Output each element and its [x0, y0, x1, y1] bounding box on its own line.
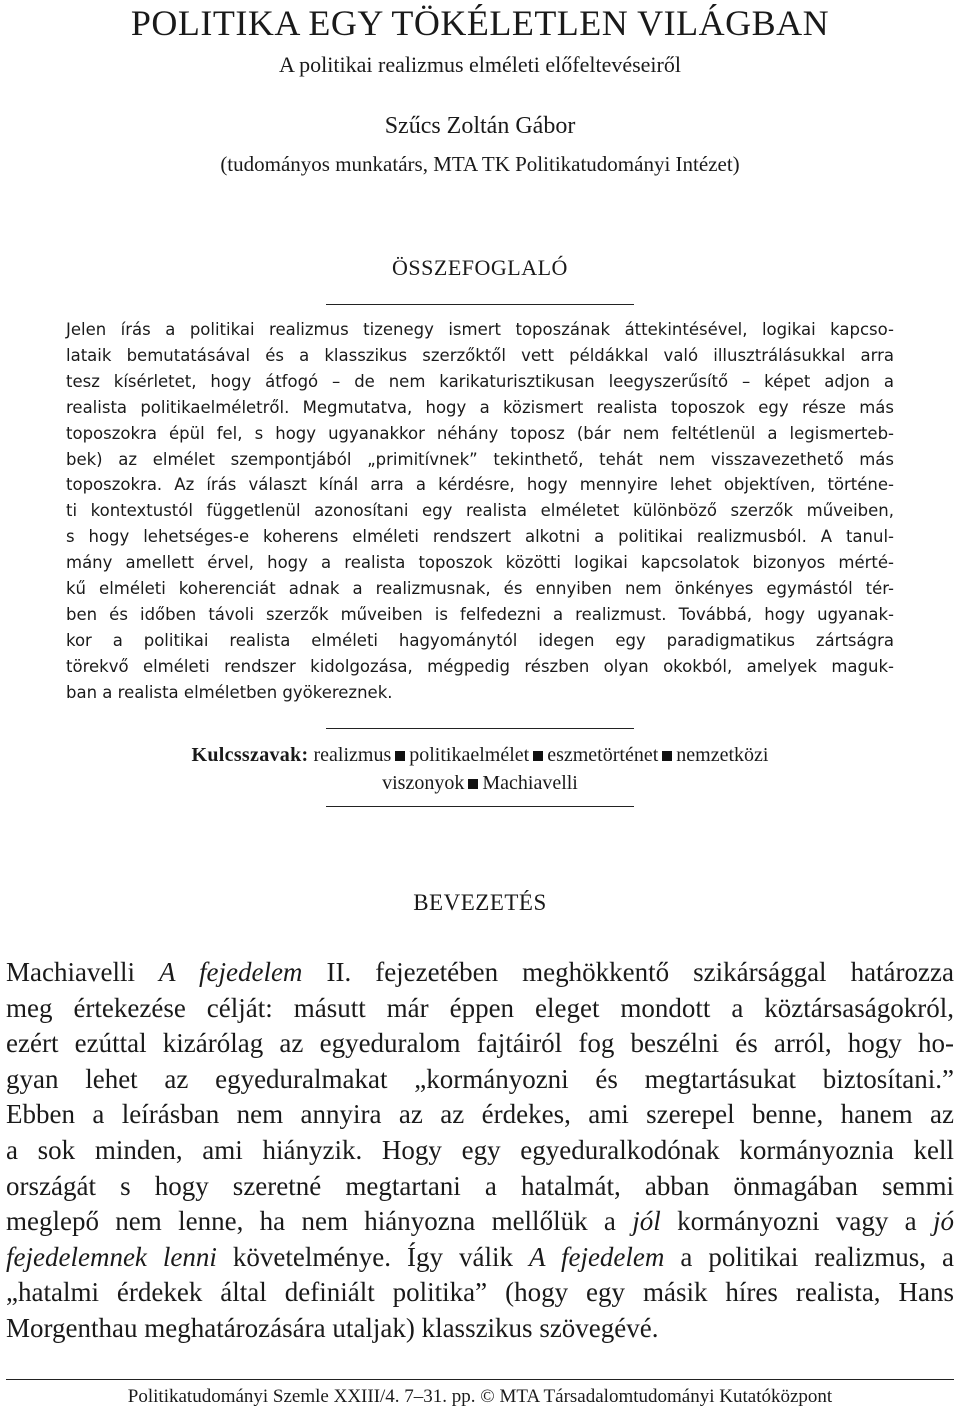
introduction-text [6, 955, 954, 1347]
keywords-bottom-rule [326, 806, 634, 807]
abstract-line: bek) az elmélet szempontjából „primitívnek” tekinthető, tehát nem visszavezethető más [66, 449, 894, 469]
abstract-line: kű elméleti koherenciát adnak a realizmusnak, és ennyiben nem önkényes egymástól tér- [66, 579, 894, 599]
body-line: Ebben a leírásban nem annyira az az érdekes, ami szerepel benne, hanem az [6, 1099, 954, 1130]
body-line: „hatalmi érdekek által definiált politika” (hogy egy másik híres realista, Hans [6, 1277, 954, 1308]
book-title: A fejedelem [158, 957, 303, 987]
abstract-heading: ÖSSZEFOGLALÓ [392, 255, 568, 280]
abstract-line: tesz kísérletet, hogy átfogó – de nem karikaturisztikusan leegyszerűsítő – képet adjon a [66, 371, 894, 391]
body-line: gyan lehet az egyeduralmakat „kormányozni és megtartásukat biztosítani.” [6, 1063, 954, 1094]
abstract-line: kor a politikai realista elméleti hagyománytól idegen egy paradigmatikus zártságra [66, 630, 894, 650]
emphasis: fejedelemnek lenni [6, 1241, 217, 1272]
square-bullet-icon [533, 751, 543, 761]
body-line: fejedelemnek lenni követelménye. Így válik A fejedelem a politikai realizmus, a [6, 1241, 954, 1272]
emphasis: jó [932, 1206, 954, 1237]
abstract-line: törekvő elméleti rendszer kidolgozása, mégpedig részben olyan okokból, amelyek maguk- [66, 656, 894, 676]
journal-citation: Politikatudományi Szemle XXIII/4. 7–31. pp. © MTA Társadalomtudományi Kutatóközpont [127, 1386, 833, 1407]
author-affiliation: (tudományos munkatárs, MTA TK Politikatudományi Intézet) [220, 152, 740, 176]
introduction-heading: BEVEZETÉS [413, 890, 547, 915]
body-line: meglepő nem lenne, ha nem hiányozna mellőlük a jól kormányozni vagy a jó [6, 1206, 954, 1237]
body-line: meg értekezése célját: másutt már éppen eleget mondott a köztársaságokról, [6, 992, 954, 1023]
abstract-line: toposzokra. Az írás választ kínál arra a kérdésre, hogy mennyire lehet objektíven, történe- [66, 475, 894, 495]
keywords-block [120, 741, 840, 797]
footer-rule [6, 1379, 954, 1380]
abstract-line: mány amellett érvel, hogy a realista toposzok közötti logikai kapcsolatok bizonyos mérté- [66, 553, 894, 573]
body-line: a sok minden, ami hiányzik. Hogy egy egyeduralkodónak kormányoznia kell [6, 1134, 954, 1165]
article-subtitle: A politikai realizmus elméleti előfeltevéseiről [279, 52, 681, 77]
abstract-line: ban a realista elméletben gyökereznek. [66, 682, 393, 702]
abstract-line: realista politikaelméletről. Megmutatva, hogy a közismert realista toposzok egy része más [66, 397, 894, 417]
abstract-line: ben és időben távoli szerzők műveiben is felfedezni a realizmust. Továbbá, hogy ugyanak- [66, 604, 894, 624]
keywords-line-1 [120, 741, 840, 769]
abstract-line: toposzokra épül fel, s hogy ugyanakkor néhány toposz (bár nem feltétlenül a legismerteb- [66, 423, 894, 443]
abstract-line: s hogy lehetséges-e koherens elméleti rendszert alkotni a politikai realizmusból. A tanul- [66, 527, 894, 547]
abstract-text [66, 317, 894, 706]
body-line: országát s hogy szeretné megtartani a hatalmát, abban önmagában semmi [6, 1170, 954, 1201]
abstract-top-rule [326, 304, 634, 305]
keyword: politikaelmélet [409, 744, 530, 766]
abstract-line: lataik bemutatásával és a klasszikus szerzőktől vett példákkal való illusztrálásukkal arra [66, 345, 894, 365]
abstract-line: ti kontextustól függetlenül azonosítani egy realista elméletet különböző szerzők műveiben, [66, 501, 894, 521]
body-line: Morgenthau meghatározására utaljak) klasszikus szövegévé. [6, 1312, 659, 1343]
keyword: realizmus [313, 744, 392, 766]
abstract-line: Jelen írás a politikai realizmus tizenegy ismert toposzának áttekintésével, logikai kapcso- [66, 320, 894, 339]
square-bullet-icon [468, 779, 478, 789]
book-title: A fejedelem [528, 1241, 665, 1272]
keywords-label: Kulcsszavak: [191, 744, 309, 766]
keywords-top-rule [326, 728, 634, 729]
keywords-line-2 [120, 769, 840, 797]
author-name: Szűcs Zoltán Gábor [384, 113, 576, 139]
keyword: viszonyok [382, 772, 465, 794]
keyword: Machiavelli [482, 772, 578, 794]
keyword: nemzetközi [676, 744, 769, 766]
body-line: ezért ezúttal kizárólag az egyeduralom fajtáiról fog beszélni és arról, hogy ho- [6, 1028, 954, 1059]
keyword: eszmetörténet [547, 744, 659, 766]
emphasis: jól [632, 1206, 661, 1237]
square-bullet-icon [395, 751, 405, 761]
article-title: POLITIKA EGY TÖKÉLETLEN VILÁGBAN [130, 3, 830, 43]
body-line: Machiavelli A fejedelem II. fejezetében meghökkentő szikársággal határozza [6, 957, 954, 987]
square-bullet-icon [662, 751, 672, 761]
